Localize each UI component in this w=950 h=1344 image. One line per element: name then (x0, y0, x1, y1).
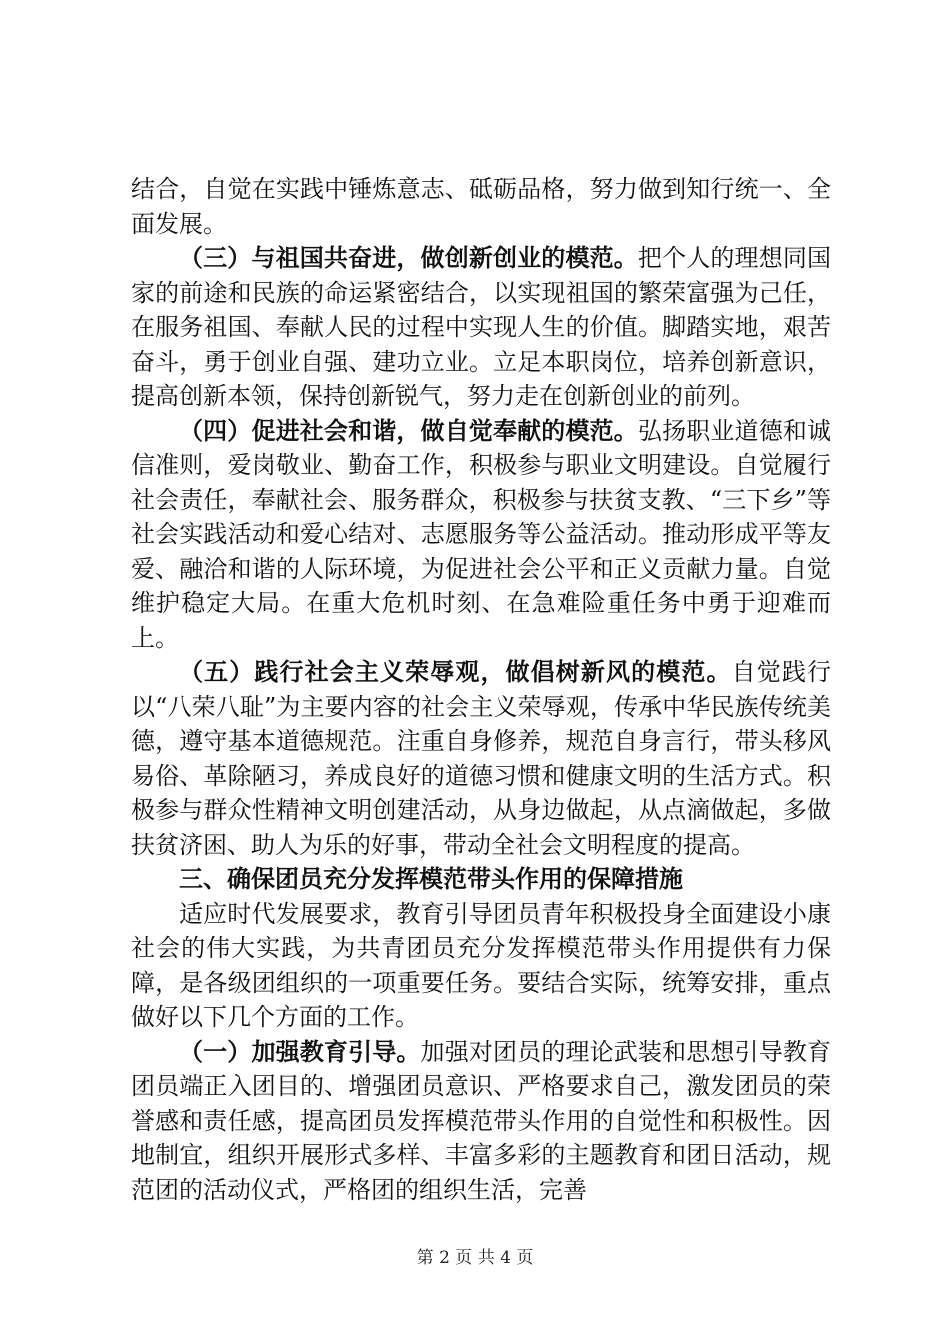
section-heading: 三、确保团员充分发挥模范带头作用的保障措施 (179, 865, 683, 893)
paragraph-lead-bold: （三）与祖国共奋进，做创新创业的模范。 (179, 244, 638, 272)
paragraph-lead-bold: （一）加强教育引导。 (179, 1037, 421, 1066)
paragraph-lead-bold: （四）促进社会和谐，做自觉奉献的模范。 (179, 416, 638, 445)
paragraph-education (131, 1035, 831, 1208)
page-footer (0, 1243, 950, 1268)
page-number-label: 第 2 页 共 4 页 (416, 1248, 534, 1268)
paragraph-text: 自觉践行以“八荣八耻”为主要内容的社会主义荣辱观，传承中华民族传统美德，遵守基本道德规范。注重自身修养，规范自身言行，带头移风易俗、革除陋习，养成良好的道德习惯和健康文明的生活方式。积极参与群众性精神文明创建活动，从身边做起，从点滴做起，多做扶贫济困、助人为乐的好事，带动全社会文明程度的提高。 (131, 658, 832, 859)
paragraph-lead-bold: （五）践行社会主义荣辱观，做倡树新风的模范。 (179, 658, 732, 686)
paragraph-text: 弘扬职业道德和诚信准则，爱岗敬业、勤奋工作，积极参与职业文明建设。自觉履行社会责任，奉献社会、服务群众，积极参与扶贫支教、“三下乡”等社会实践活动和爱心结对、志愿服务等公益活动。推动形成平等友爱、融洽和谐的人际环境，为促进社会公平和正义贡献力量。自觉维护稳定大局。在重大危机时刻、在急难险重任务中勇于迎难而上。 (131, 416, 831, 652)
paragraph-requirements: 适应时代发展要求，教育引导团员青年积极投身全面建设小康社会的伟大实践，为共青团员充分发挥模范带头作用提供有力保障，是各级团组织的一项重要任务。要结合实际，统筹安排，重点做好以下几个方面的工作。 (131, 899, 831, 1031)
paragraph-text: 把个人的理想同国家的前途和民族的命运紧密结合，以实现祖国的繁荣富强为己任，在服务祖国、奉献人民的过程中实现人生的价值。脚踏实地，艰苦奋斗，勇于创业自强、建功立业。立足本职岗位，培养创新意识，提高创新本领，保持创新锐气，努力走在创新创业的前列。 (131, 244, 831, 410)
paragraph-text: 结合，自觉在实践中锤炼意志、砥砺品格，努力做到知行统一、全面发展。 (131, 175, 831, 238)
paragraph-continuation (131, 172, 831, 241)
paragraph-harmony (131, 414, 831, 656)
paragraph-text: 加强对团员的理论武装和思想引导教育团员端正入团目的、增强团员意识、严格要求自己，激发团员的荣誉感和责任感，提高团员发挥模范带头作用的自觉性和积极性。因地制宜，组织开展形式多样、丰富多彩的主题教育和团日活动，规范团的活动仪式，严格团的组织生活，完善 (131, 1037, 832, 1204)
paragraph-honor (131, 655, 831, 862)
document-body (131, 172, 831, 1207)
paragraph-innovation (131, 241, 831, 414)
